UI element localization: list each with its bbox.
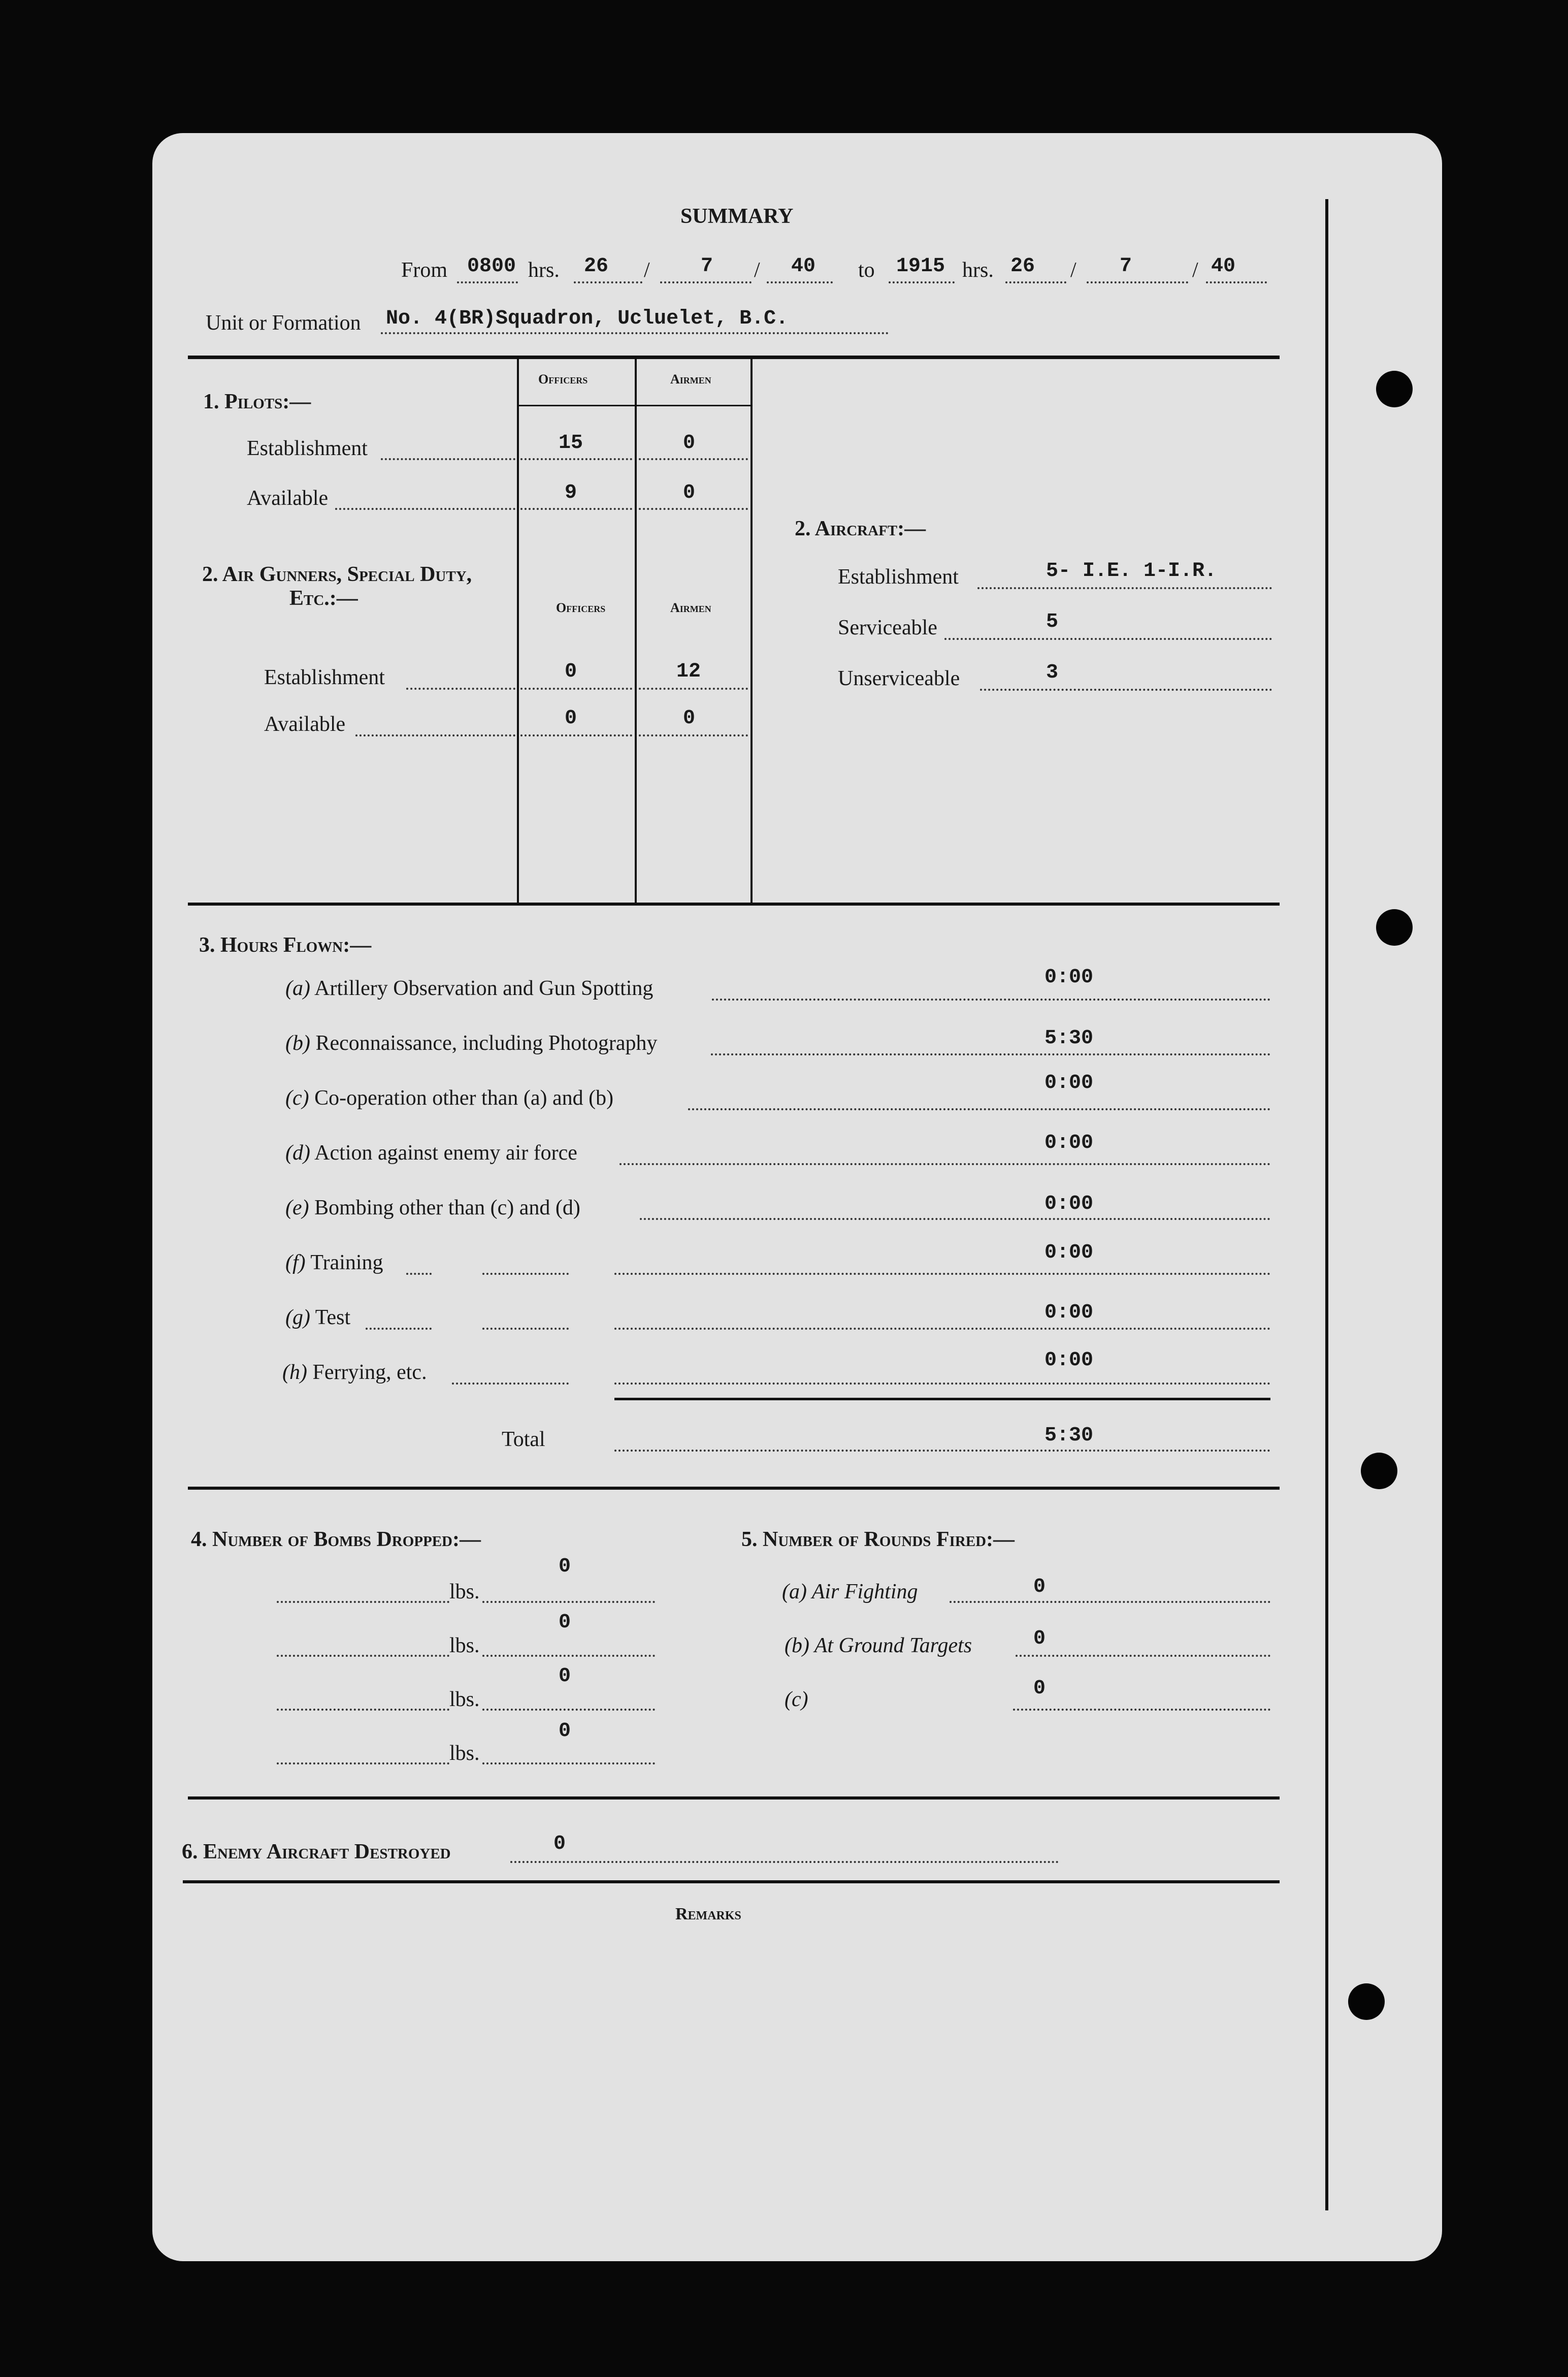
to-day: 26 <box>1010 255 1035 278</box>
pilots-establishment-airmen: 0 <box>683 432 696 455</box>
bombs-value-1: 0 <box>559 1555 571 1578</box>
enemy-aircraft-label: 6. Enemy Aircraft Destroyed <box>182 1840 451 1864</box>
to-label: to <box>858 259 875 282</box>
rounds-item-c: (c) <box>785 1688 808 1711</box>
gunners-available-airmen: 0 <box>683 707 696 730</box>
summary-form-page: SUMMARY From 0800 hrs. 26 / 7 / 40 to 1915 hrs. 26 / 7 / 40 Unit or Formation No. 4(BR)Squadron, Ucluelet, B.C. Officers Airmen 1. Pilots:— Establishment 15 0 Available 9 0 2. Air Gunners, Special Duty, Etc.:— Officers Airmen Establishment 0 12 Available 0 0 2. Aircraft:— Establishment 5- I.E. 1-I.R. Serviceable 5 Unserviceable 3 3. Hours Flown:— (a) Artillery Observation and Gun Spotting 0:00 (b) Reconnaissance, including Photography 5:30 (c) Co-operation other than (a) and (b) 0:00 (d) Action against enemy air force 0:00 (e) Bombing other than (c) and (d) 0:00 (f) Training 0:00 (g) Test 0:00 (h) Ferrying, etc. 0:00 Total 5:30 4. Number of Bombs Dropped:— lbs. 0 lbs. 0 lbs. 0 lbs. 0 5. Number of Rounds Fired:— (a) Air Fighting 0 (b) At Ground Targets 0 (c) 0 6. Enemy Aircraft Destroyed 0 Remarks <box>152 133 1442 2261</box>
hours-total-value: 5:30 <box>1044 1424 1094 1447</box>
from-year: 40 <box>791 255 816 278</box>
col-officers-header: Officers <box>538 372 588 387</box>
binder-hole <box>1361 1453 1397 1489</box>
hours-item-g: (g) Test <box>285 1306 351 1329</box>
gunners-establishment-officers: 0 <box>565 660 577 683</box>
from-day: 26 <box>584 255 609 278</box>
rounds-value-b: 0 <box>1033 1627 1046 1650</box>
hours-item-h: (h) Ferrying, etc. <box>282 1361 427 1384</box>
hours-total-label: Total <box>502 1428 545 1451</box>
pilots-establishment-officers: 15 <box>559 432 583 455</box>
hours-value-h: 0:00 <box>1044 1349 1094 1372</box>
bombs-unit-4: lbs. <box>449 1742 480 1765</box>
bombs-heading: 4. Number of Bombs Dropped:— <box>191 1528 481 1551</box>
aircraft-unserviceable-value: 3 <box>1046 661 1059 684</box>
bombs-value-2: 0 <box>559 1611 571 1634</box>
air-gunners-heading-line1: 2. Air Gunners, Special Duty, <box>202 563 472 586</box>
rounds-item-b: (b) At Ground Targets <box>785 1634 972 1657</box>
unit-value: No. 4(BR)Squadron, Ucluelet, B.C. <box>386 307 789 330</box>
rounds-value-c: 0 <box>1033 1677 1046 1700</box>
aircraft-serviceable-label: Serviceable <box>838 616 937 639</box>
gunners-available-officers: 0 <box>565 707 577 730</box>
air-gunners-heading-line2: Etc.:— <box>289 587 358 610</box>
hours-item-d: (d) Action against enemy air force <box>285 1141 577 1165</box>
binder-hole <box>1348 1983 1385 2020</box>
hours-value-a: 0:00 <box>1044 966 1094 989</box>
hours-item-a: (a) Artillery Observation and Gun Spotting <box>285 977 654 1000</box>
pilots-available-officers: 9 <box>565 481 577 504</box>
to-year: 40 <box>1211 255 1236 278</box>
hours-value-d: 0:00 <box>1044 1132 1094 1154</box>
bombs-value-3: 0 <box>559 1665 571 1688</box>
hours-value-e: 0:00 <box>1044 1193 1094 1215</box>
aircraft-heading: 2. Aircraft:— <box>795 517 926 540</box>
bombs-value-4: 0 <box>559 1720 571 1743</box>
rounds-heading: 5. Number of Rounds Fired:— <box>741 1528 1015 1551</box>
bombs-unit-2: lbs. <box>449 1634 480 1657</box>
pilots-available-airmen: 0 <box>683 481 696 504</box>
pilots-establishment-label: Establishment <box>247 437 368 460</box>
hours-flown-heading: 3. Hours Flown:— <box>199 934 372 957</box>
col-airmen-header-2: Airmen <box>670 600 711 615</box>
aircraft-unserviceable-label: Unserviceable <box>838 667 960 690</box>
gunners-establishment-airmen: 12 <box>676 660 701 683</box>
from-label: From <box>401 259 448 282</box>
pilots-available-label: Available <box>247 487 329 510</box>
aircraft-establishment-label: Establishment <box>838 565 959 589</box>
from-month: 7 <box>701 255 713 278</box>
aircraft-serviceable-value: 5 <box>1046 611 1059 633</box>
rounds-item-a: (a) Air Fighting <box>782 1580 918 1603</box>
binder-hole <box>1376 371 1413 407</box>
aircraft-establishment-value: 5- I.E. 1-I.R. <box>1046 560 1217 583</box>
hours-item-f: (f) Training <box>285 1251 383 1274</box>
hours-item-e: (e) Bombing other than (c) and (d) <box>285 1196 580 1219</box>
from-hrs-label: hrs. <box>528 259 560 282</box>
rounds-value-a: 0 <box>1033 1576 1046 1598</box>
page-title: SUMMARY <box>680 205 794 228</box>
hours-item-c: (c) Co-operation other than (a) and (b) <box>285 1086 614 1110</box>
pilots-heading: 1. Pilots:— <box>203 390 311 413</box>
from-time: 0800 <box>467 255 516 278</box>
binder-hole <box>1376 909 1413 946</box>
hours-value-g: 0:00 <box>1044 1301 1094 1324</box>
to-hrs-label: hrs. <box>962 259 994 282</box>
hours-value-f: 0:00 <box>1044 1241 1094 1264</box>
hours-item-b: (b) Reconnaissance, including Photography <box>285 1032 658 1055</box>
col-airmen-header: Airmen <box>670 372 711 387</box>
enemy-aircraft-value: 0 <box>553 1833 566 1855</box>
gunners-available-label: Available <box>264 713 346 736</box>
gunners-establishment-label: Establishment <box>264 666 385 689</box>
hours-value-c: 0:00 <box>1044 1072 1094 1095</box>
col-officers-header-2: Officers <box>556 600 606 615</box>
remarks-heading: Remarks <box>675 1905 741 1923</box>
bombs-unit-3: lbs. <box>449 1688 480 1711</box>
to-month: 7 <box>1120 255 1132 278</box>
hours-value-b: 5:30 <box>1044 1027 1094 1050</box>
to-time: 1915 <box>896 255 945 278</box>
unit-label: Unit or Formation <box>206 311 361 335</box>
bombs-unit-1: lbs. <box>449 1580 480 1603</box>
